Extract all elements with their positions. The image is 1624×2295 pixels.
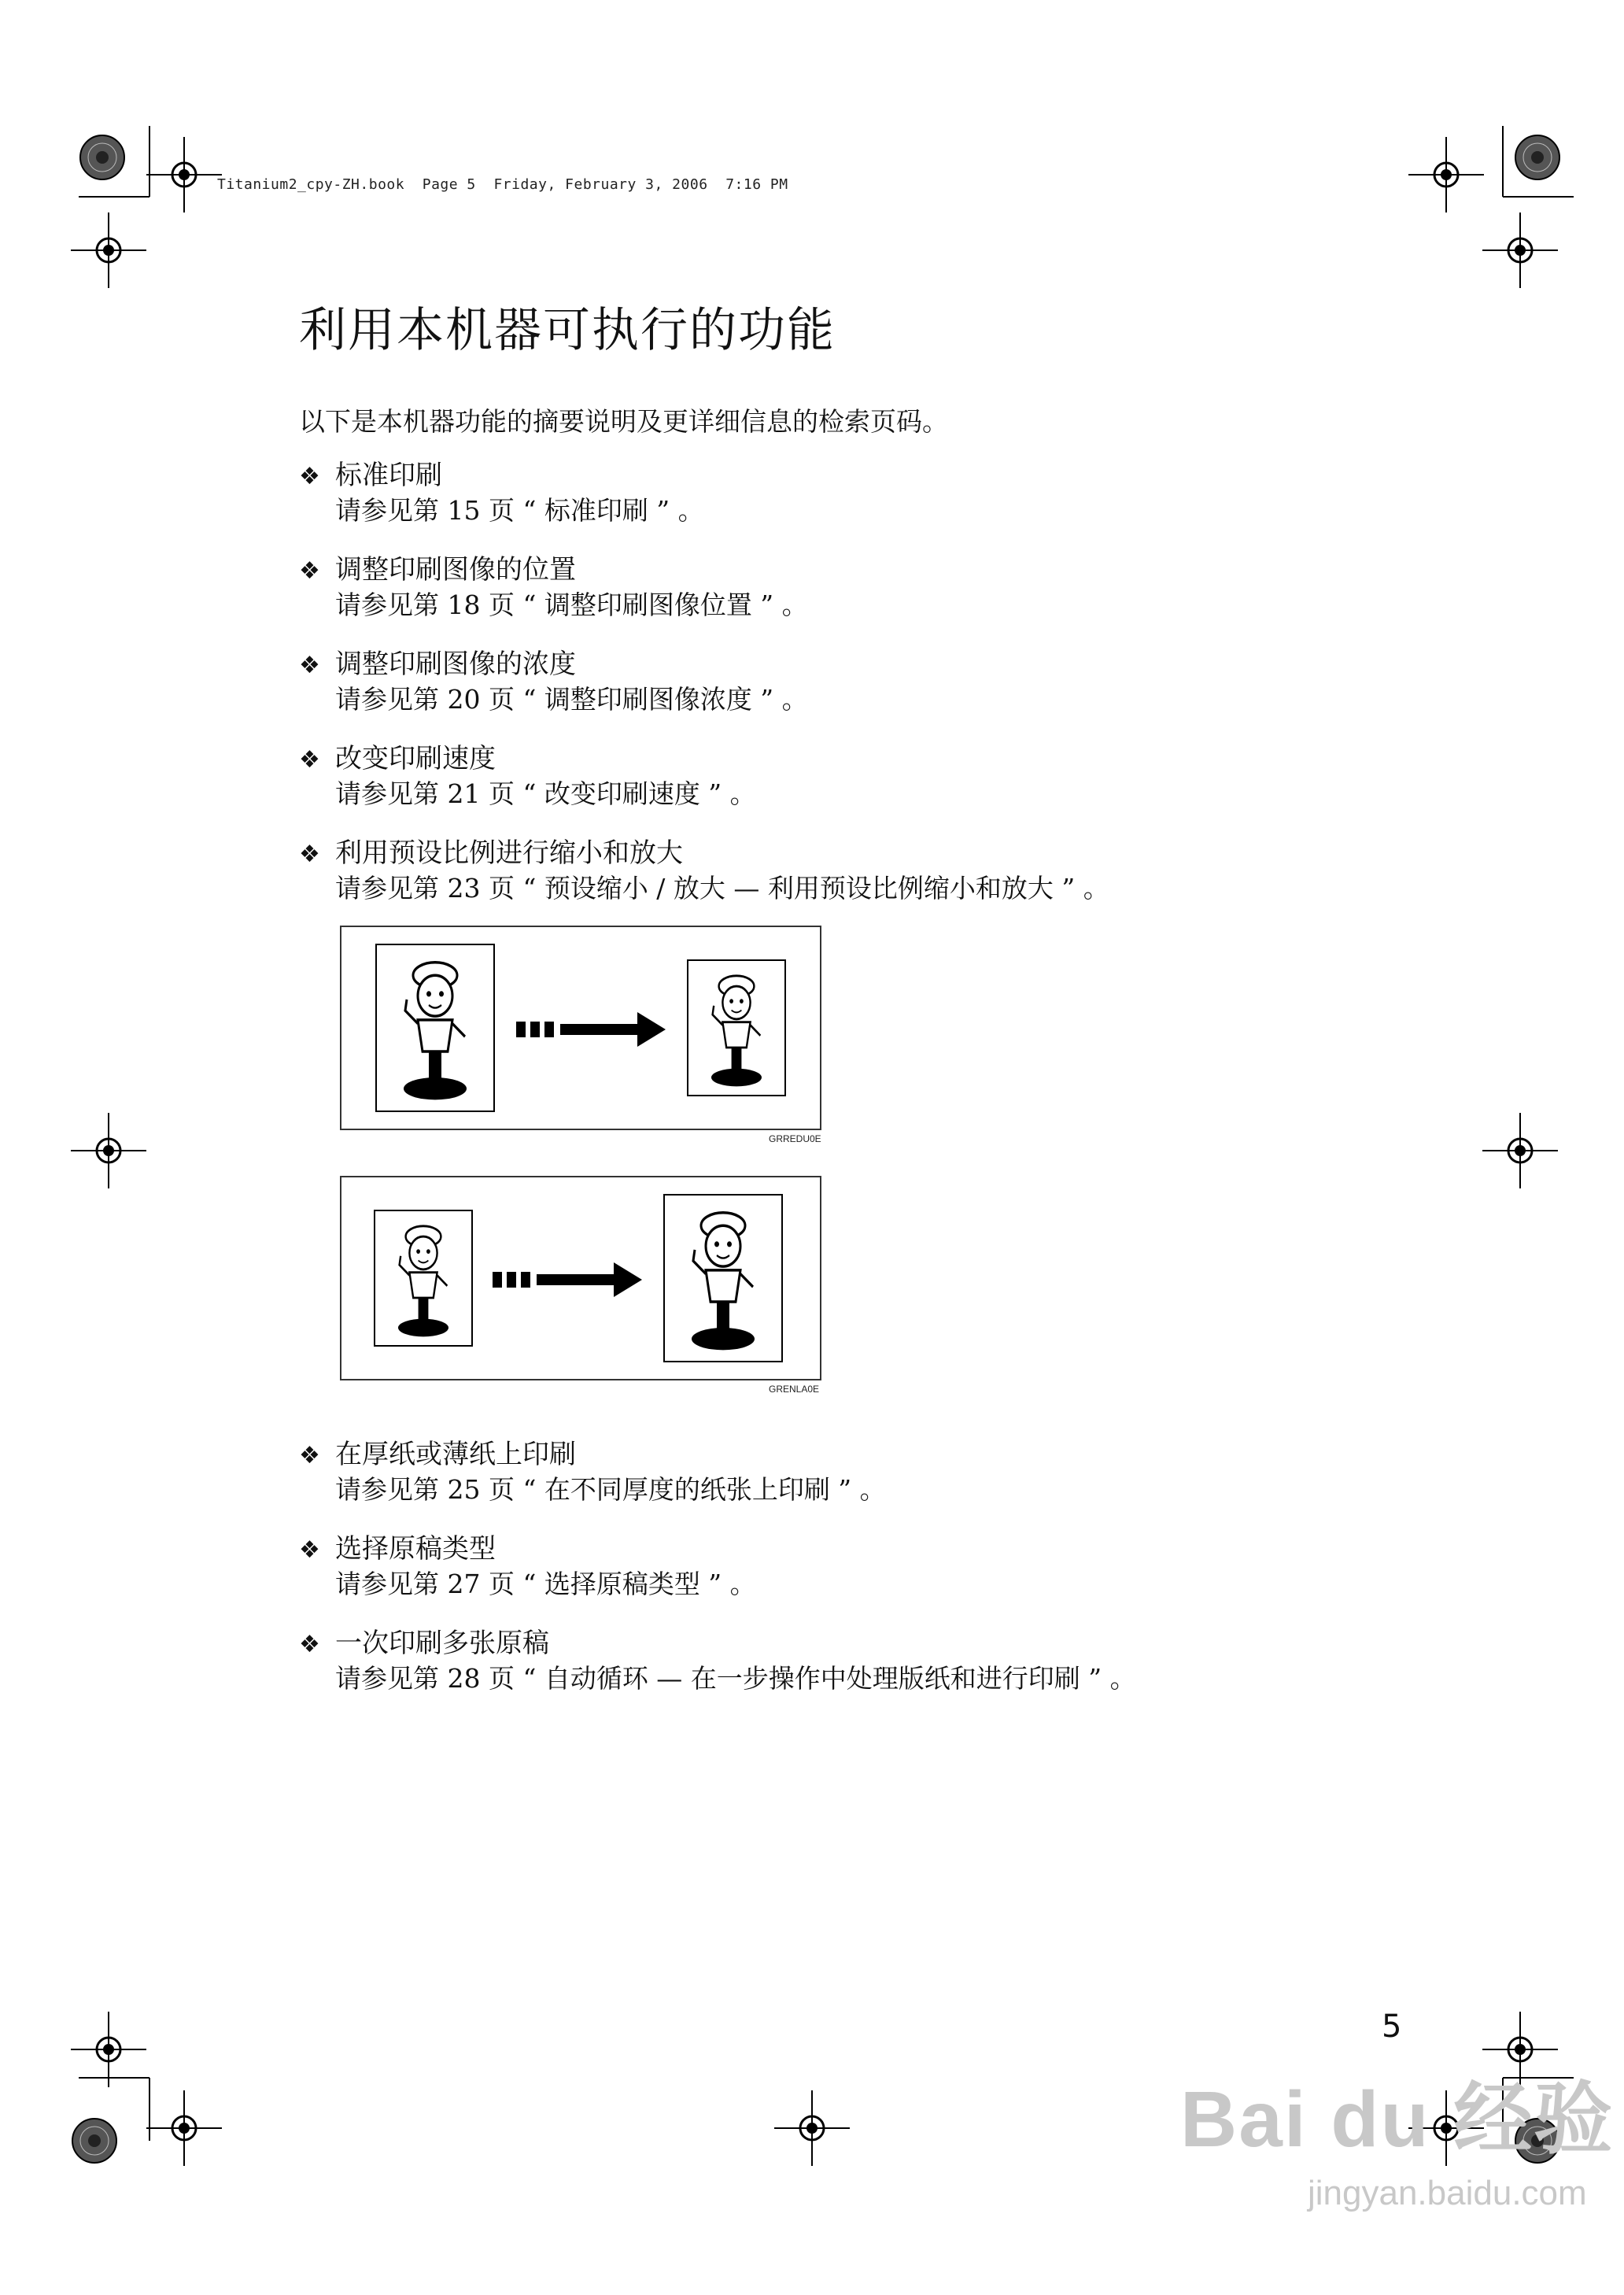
registration-mark-icon bbox=[1482, 1113, 1558, 1188]
section-heading: 选择原稿类型 bbox=[335, 1533, 496, 1565]
enlarge-illustration bbox=[341, 1177, 820, 1379]
section-thick-thin-paper bbox=[299, 1437, 886, 1508]
registration-mark-icon bbox=[1408, 137, 1484, 213]
page-number: 5 bbox=[1382, 2009, 1402, 2045]
section-original-type bbox=[299, 1532, 756, 1602]
diamond-bullet-icon: ❖ bbox=[299, 841, 320, 868]
page-title: 利用本机器可执行的功能 bbox=[299, 303, 836, 358]
section-heading: 改变印刷速度 bbox=[335, 743, 496, 774]
registration-mark-icon bbox=[71, 213, 146, 288]
figure-reduce bbox=[340, 926, 821, 1130]
intro-text: 以下是本机器功能的摘要说明及更详细信息的检索页码。 bbox=[299, 406, 948, 437]
section-reference: 请参见第 28 页 “ 自动循环 — 在一步操作中处理版纸和进行印刷 ” 。 bbox=[335, 1663, 1136, 1694]
diamond-bullet-icon: ❖ bbox=[299, 1536, 320, 1564]
diamond-bullet-icon: ❖ bbox=[299, 463, 320, 490]
watermark-logo: Bai du 经验 bbox=[1180, 2075, 1615, 2164]
section-heading: 在厚纸或薄纸上印刷 bbox=[335, 1439, 576, 1470]
section-heading: 一次印刷多张原稿 bbox=[335, 1628, 549, 1659]
section-heading: 标准印刷 bbox=[335, 460, 442, 491]
diamond-bullet-icon: ❖ bbox=[299, 1442, 320, 1469]
figure-enlarge bbox=[340, 1176, 821, 1380]
diamond-bullet-icon: ❖ bbox=[299, 1631, 320, 1658]
figure-code: GRREDU0E bbox=[769, 1133, 821, 1144]
section-multiple-originals bbox=[299, 1626, 1136, 1697]
section-heading: 调整印刷图像的浓度 bbox=[335, 649, 576, 680]
registration-mark-icon bbox=[774, 2090, 850, 2166]
color-target-icon bbox=[72, 2119, 116, 2163]
section-reference: 请参见第 18 页 “ 调整印刷图像位置 ” 。 bbox=[335, 589, 808, 620]
section-heading: 调整印刷图像的位置 bbox=[335, 554, 576, 586]
running-header: Titanium2_cpy-ZH.book Page 5 Friday, February 3, 2006 7:16 PM bbox=[217, 176, 788, 193]
section-reference: 请参见第 20 页 “ 调整印刷图像浓度 ” 。 bbox=[335, 684, 808, 715]
registration-mark-icon bbox=[146, 2090, 222, 2166]
reduce-illustration bbox=[341, 927, 820, 1129]
section-image-density bbox=[299, 647, 808, 718]
color-target-icon bbox=[80, 135, 124, 179]
section-reference: 请参见第 21 页 “ 改变印刷速度 ” 。 bbox=[335, 778, 756, 809]
section-print-speed bbox=[299, 741, 756, 812]
registration-mark-icon bbox=[146, 137, 222, 213]
diamond-bullet-icon: ❖ bbox=[299, 557, 320, 585]
section-reference: 请参见第 23 页 “ 预设缩小 / 放大 — 利用预设比例缩小和放大 ” 。 bbox=[335, 873, 1109, 904]
diamond-bullet-icon: ❖ bbox=[299, 746, 320, 774]
section-standard-printing bbox=[299, 458, 704, 529]
diamond-bullet-icon: ❖ bbox=[299, 652, 320, 679]
registration-mark-icon bbox=[1482, 213, 1558, 288]
figure-code: GRENLA0E bbox=[769, 1384, 820, 1395]
section-reference: 请参见第 25 页 “ 在不同厚度的纸张上印刷 ” 。 bbox=[335, 1474, 886, 1505]
color-target-icon bbox=[1515, 135, 1559, 179]
section-heading: 利用预设比例进行缩小和放大 bbox=[335, 837, 683, 869]
registration-mark-icon bbox=[71, 1113, 146, 1188]
section-reference: 请参见第 15 页 “ 标准印刷 ” 。 bbox=[335, 495, 704, 526]
watermark-url: jingyan.baidu.com bbox=[1308, 2174, 1587, 2212]
section-image-position bbox=[299, 552, 808, 623]
registration-mark-icon bbox=[71, 2012, 146, 2087]
section-reference: 请参见第 27 页 “ 选择原稿类型 ” 。 bbox=[335, 1569, 756, 1599]
section-reduce-enlarge bbox=[299, 836, 1109, 907]
